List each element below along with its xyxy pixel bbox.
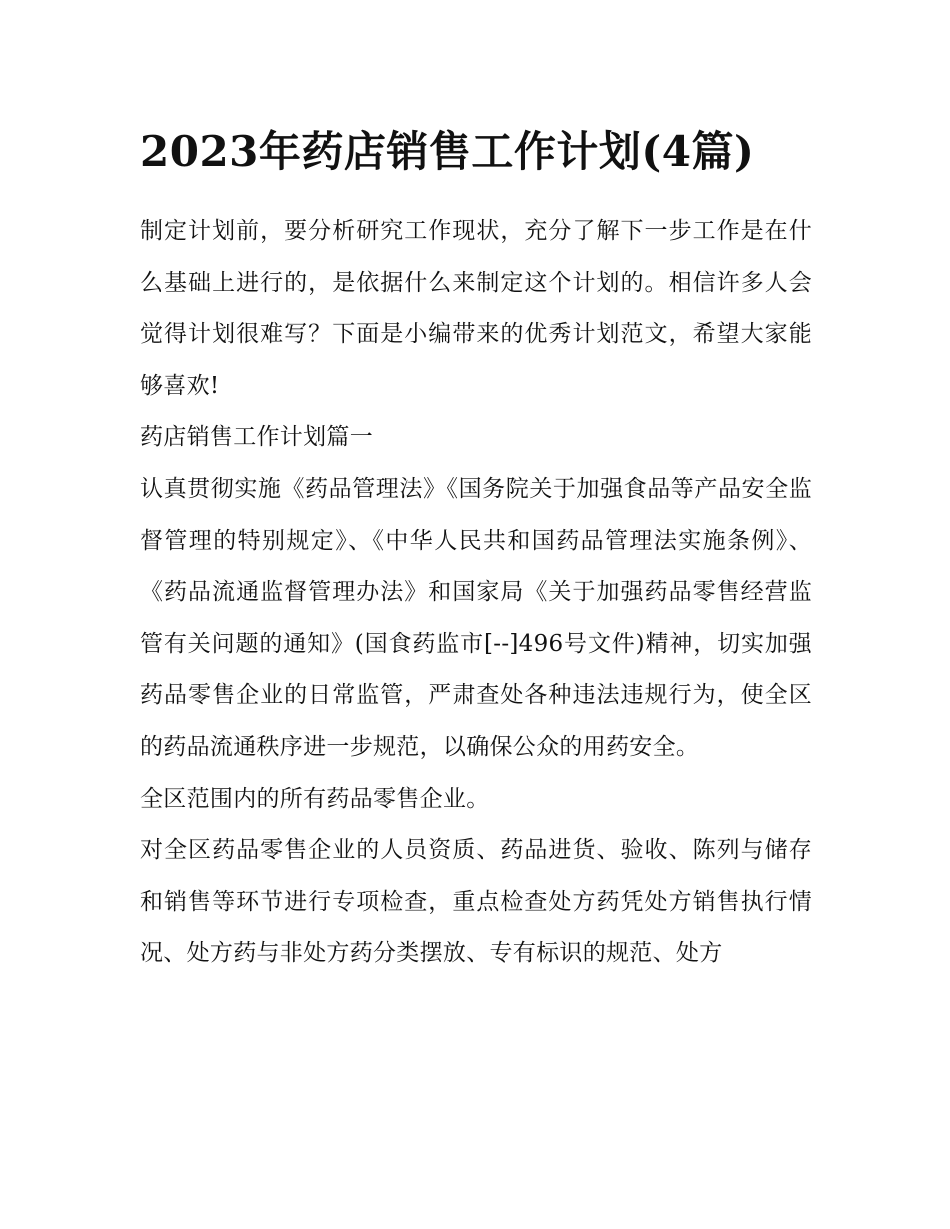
intro-paragraph: 制定计划前，要分析研究工作现状，充分了解下一步工作是在什么基础上进行的，是依据什么来制定这个计划的。相信许多人会觉得计划很难写？下面是小编带来的优秀计划范文，希望大家能够喜欢! xyxy=(140,218,812,399)
document-title: 2023年药店销售工作计划(4篇) xyxy=(140,127,755,176)
body-paragraph: 认真贯彻实施《药品管理法》《国务院关于加强食品等产品安全监督管理的特别规定》、《中华人民共和国药品管理法实施条例》、《药品流通监督管理办法》和国家局《关于加强药品零售经营监管有关问题的通知》(国食药监市[--]496号文件)精神，切实加强药品零售企业的日常监管，严肃查处各种违法违规行为，使全区的药品流通秩序进一步规范，以确保公众的用药安全。 xyxy=(140,475,812,760)
document-body xyxy=(140,120,812,980)
section-heading: 药店销售工作计划篇一 xyxy=(140,424,373,451)
body-paragraph: 对全区药品零售企业的人员资质、药品进货、验收、陈列与储存和销售等环节进行专项检查，重点检查处方药凭处方销售执行情况、处方药与非处方药分类摆放、专有标识的规范、处方 xyxy=(140,837,812,967)
body-paragraph: 全区范围内的所有药品零售企业。 xyxy=(140,785,490,812)
